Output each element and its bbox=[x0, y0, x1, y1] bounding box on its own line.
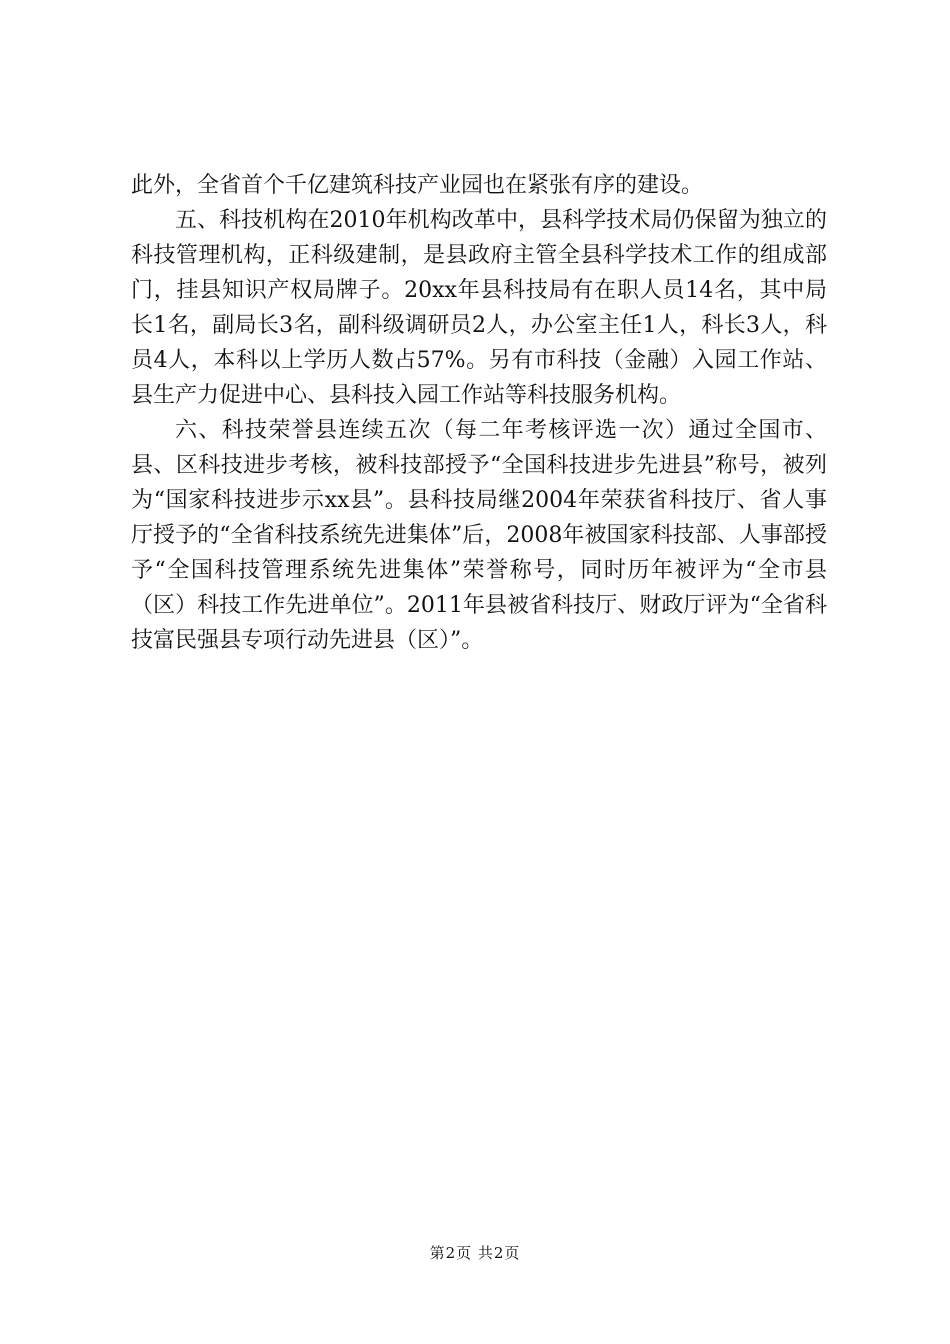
document-body bbox=[131, 168, 827, 658]
paragraph-section-six: 六、科技荣誉县连续五次（每二年考核评选一次）通过全国市、县、区科技进步考核，被科技部授予“全国科技进步先进县”称号，被列为“国家科技进步示xx县”。县科技局继2004年荣获省科技厅、省人事厅授予的“全省科技系统先进集体”后，2008年被国家科技部、人事部授予“全国科技管理系统先进集体”荣誉称号，同时历年被评为“全市县（区）科技工作先进单位”。2011年县被省科技厅、财政厅评为“全省科技富民强县专项行动先进县（区）”。 bbox=[131, 418, 827, 653]
page-number-footer: 第2页 共2页 bbox=[429, 1244, 521, 1262]
paragraph-intro: 此外，全省首个千亿建筑科技产业园也在紧张有序的建设。 bbox=[131, 173, 704, 198]
paragraph-section-five: 五、科技机构在2010年机构改革中，县科学技术局仍保留为独立的科技管理机构，正科级建制，是县政府主管全县科学技术工作的组成部门，挂县知识产权局牌子。20xx年县科技局有在职人员14名，其中局长1名，副局长3名，副科级调研员2人，办公室主任1人，科长3人，科员4人，本科以上学历人数占57%。另有市科技（金融）入园工作站、县生产力促进中心、县科技入园工作站等科技服务机构。 bbox=[131, 208, 827, 408]
